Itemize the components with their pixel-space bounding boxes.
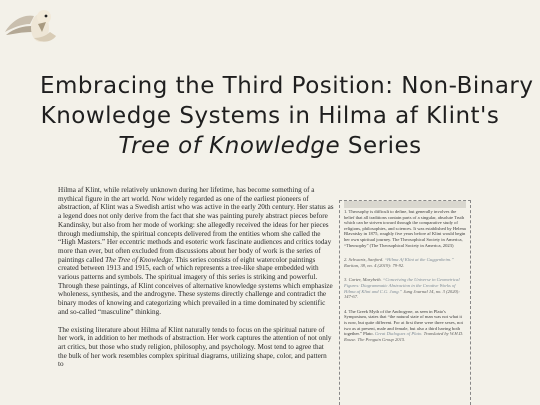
owl-icon [2,2,60,52]
title-series-suffix: Series [340,133,422,160]
paragraph-1-series-title: The Tree of Knowledge [105,255,172,264]
footnote-2: 2. Schwartz, Sanford. “Hilma Af Klint at the Guggenheim.” Raritan, 38, no. 4 (2019): 79-92. [344,257,454,268]
title-series-name: Tree of Knowledge [118,133,341,160]
footnote-4: 4. The Greek Myth of the Androgyne, as seen in Plato's Symposium, states that “the natural state of man was not what it is now, but quite different. For at first there were three sexes, not two as at present, male and female, but also a third having both together.” Plato. Great Dialogues of Plato. Translated by W.H.D. Rouse. The Penguin Group 2015. [344,308,464,342]
paragraph-1-a: Hilma af Klint, while relatively unknown during her lifetime, has become something of a mythical figure in the art world. Now widely regarded as one of the earliest pioneers of abstraction, af Klint was a Swedish artist who was active in the early 20th century. Her status as a legend does not only derive from the fact that she was painting purely abstract pieces before Kandinsky, but also from her mode of working: she allegedly received the ideas for her pieces through mediumship, the spiritual concepts delivered from the entities whom she called the “High Masters.” Her eccentric methods and esoteric work fascinate audiences and critics today more than ever, but often excluded from discussions about her body of work is the series of paintings called [58,186,334,264]
title-line-3 [40,131,500,161]
title-line-2: Knowledge Systems in Hilma af Klint's [40,103,500,130]
body-column [58,186,334,378]
footnote-3: 3. Carter, Marybeth. “Conceiving the Universe in Geometrical Figures: Diagrammatic Abstraction in the Creative Works of Hilma af Klint and C.G. Jung.” Jung Journal 14, no. 3 (2020): 147-67. [344,277,460,300]
footnote-4-link[interactable]: Great Dialogues of Plato. [374,331,423,337]
paragraph-1 [58,186,334,317]
footnotes-header-bar [344,201,466,208]
article-title [40,71,534,161]
paragraph-1-b: . This series consists of eight watercolor paintings created between 1913 and 1915, each of which represents a tree-like shape embedded with various patterns and symbols. The spiritual imagery of this series is striking and powerful. Through these paintings, af Klint conceives of alternative knowledge systems which emphasize wholeness, synthesis, and the androgyne. These systems directly challenge and contradict the binary modes of knowing and categorizing which prevailed in a time dominated by scientific and so-called “masculine” thinking. [58,255,333,316]
paragraph-2: The existing literature about Hilma af Klint naturally tends to focus on the spiritual nature of her work, in addition to her methods of abstraction. Her work captures the attention of not only art critics, but those who study religion, philosophy, and psychology. Most tend to agree that the bulk of her work resembles complex spiritual diagrams, utilizing shape, color, and pattern to [58,325,332,369]
footnote-3-link[interactable]: “Conceiving the Universe in Geometrical Figures: Diagrammatic Abstraction in the Creative Works of Hilma af Klint and C.G. Jung.” [344,277,460,294]
footnotes-panel [339,200,471,405]
footnote-1: 1. Theosophy is difficult to define, but generally involves the belief that all traditions contain parts of a singular, absolute Truth which can be striven toward through the comparative study of religions, philosophies, and sciences. It was established by Helena Blavatsky in 1875, roughly five years before af Klint would begin her own spiritual journey. The Theosophical Society in America, “Theosophy” (The Theosophical Society in America, 2023) [344,209,466,248]
title-line-1: Embracing the Third Position: Non-Binary [40,73,534,100]
footnote-2-link[interactable]: “Hilma Af Klint at the Guggenheim.” [384,257,454,263]
